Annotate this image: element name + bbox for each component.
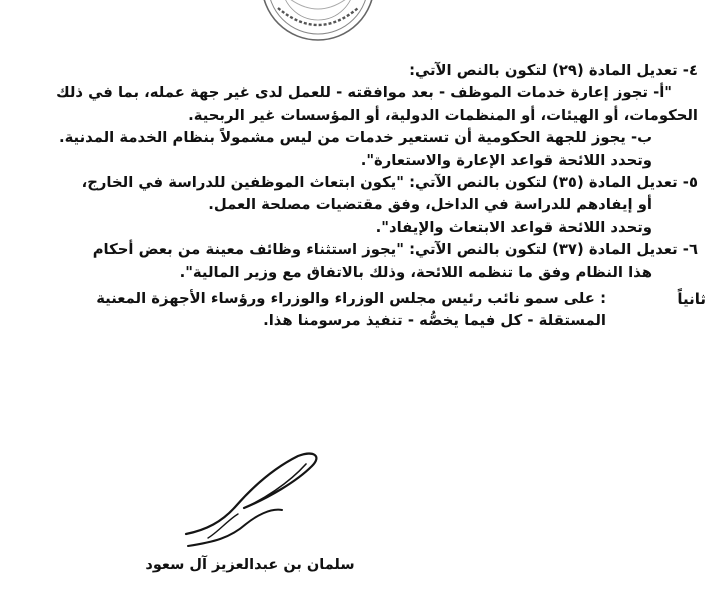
royal-seal [258,0,378,44]
second-section [14,288,706,333]
amendment-5-cont: أو إيفادهم للدراسة في الداخل، وفق مقتضيات مصلحة العمل. [208,196,652,214]
amendment-6-cont: هذا النظام وفق ما تنظمه اللائحة، وذلك بالاتفاق مع وزير المالية". [179,263,652,281]
amendment-4-clause-a: "أ- تجوز إعارة خدمات الموظف - بعد موافقته - للعمل لدى غير جهة عمله، بما في ذلك [56,84,672,102]
amendment-4-clause-b: ب- يجوز للجهة الحكومية أن تستعير خدمات من ليس مشمولاً بنظام الخدمة المدنية. [58,129,652,147]
signer-name: سلمان بن عبدالعزيز آل سعود [145,557,355,573]
amendment-4-closing: وتحدد اللائحة قواعد الإعارة والاستعارة". [360,151,652,169]
amendment-5-heading: ٥- تعديل المادة (٣٥) لتكون بالنص الآتي: "يكون ابتعاث الموظفين للدراسة في الخارج، [81,174,698,192]
signature-mark [178,448,328,553]
second-label: ثانياً [677,290,706,309]
second-line-2: المستقلة - كل فيما يخصُّه - تنفيذ مرسومنا هذا. [263,312,606,330]
amendment-5-closing: وتحدد اللائحة قواعد الابتعاث والإيفاد". [375,218,652,236]
amendment-4-heading: ٤- تعديل المادة (٢٩) لتكون بالنص الآتي: [409,62,698,79]
second-line-1: : على سمو نائب رئيس مجلس الوزراء والوزراء ورؤساء الأجهزة المعنية [96,290,606,308]
amendment-6-heading: ٦- تعديل المادة (٣٧) لتكون بالنص الآتي: "يجوز استثناء وظائف معينة من بعض أحكام [92,241,698,259]
decree-body [14,60,706,333]
amendment-4-clause-a-cont: الحكومات، أو الهيئات، أو المنظمات الدولية، أو المؤسسات غير الربحية. [188,106,698,124]
